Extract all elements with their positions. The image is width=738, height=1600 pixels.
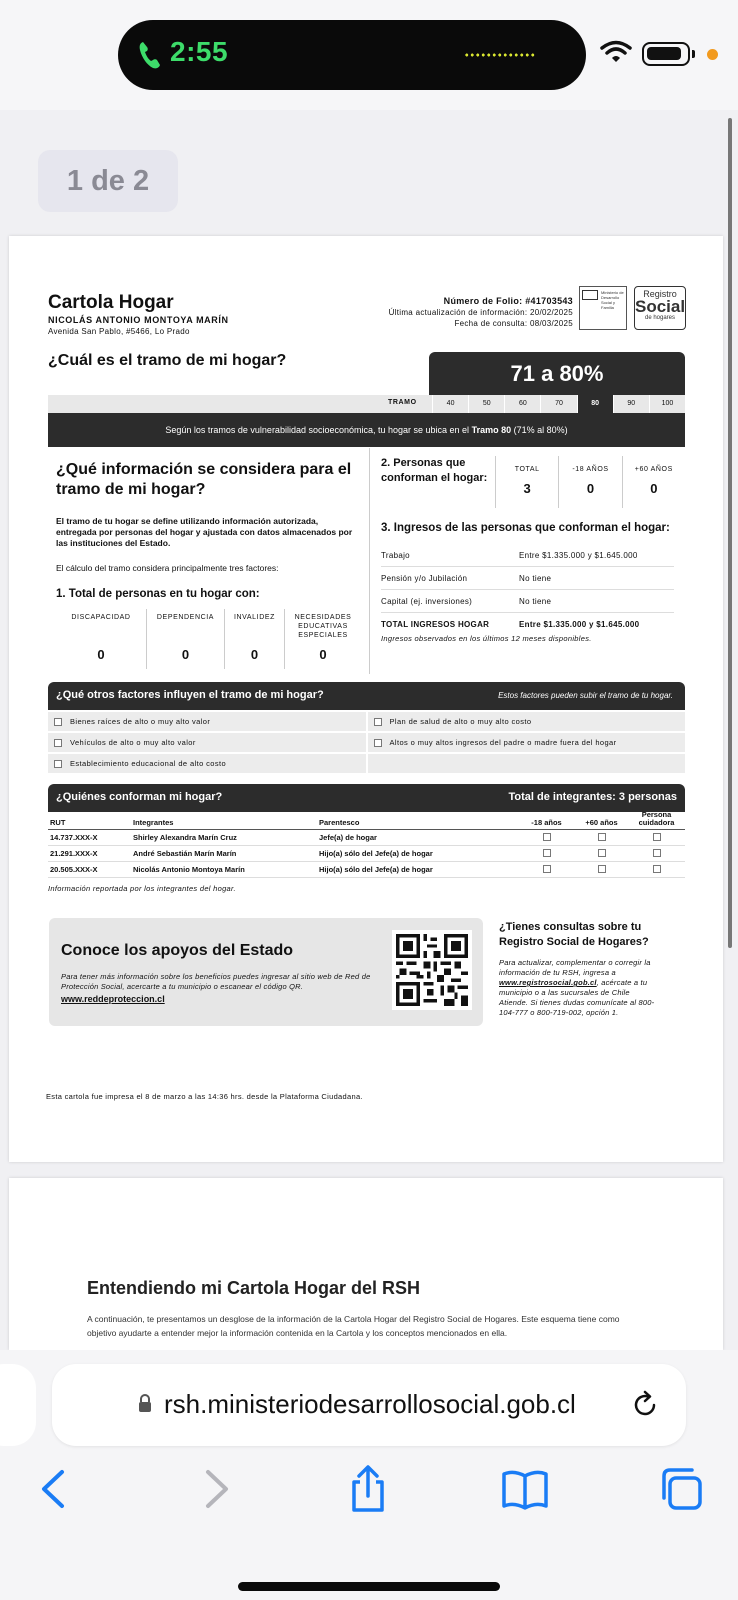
registro-link[interactable]: www.registrosocial.gob.cl [499, 978, 597, 987]
rsh-logo: Registro Social de hogares [634, 286, 686, 330]
tramo-scale-cell: 90 [613, 395, 649, 413]
ministry-logo [579, 286, 627, 330]
apoyos-card [49, 918, 483, 1026]
table-row: 20.505.XXX-X Nicolás Antonio Montoya Marín Hijo(a) sólo del Jefe(a) de hogar [48, 862, 685, 878]
qr-code-icon [392, 930, 472, 1010]
tramo-scale-cell: 80 [577, 395, 613, 413]
document-page-1 [9, 236, 723, 1162]
income-row: Pensión y/o Jubilación No tiene [381, 567, 674, 590]
checkbox-icon [598, 865, 606, 873]
members-header [48, 784, 685, 812]
checkbox-icon [543, 833, 551, 841]
table-row: 14.737.XXX-X Shirley Alexandra Marín Cruz Jefe(a) de hogar [48, 830, 685, 846]
share-icon[interactable] [343, 1464, 393, 1514]
phone-call-icon [138, 40, 162, 70]
status-time: 2:55 [170, 36, 229, 67]
url-text[interactable]: rsh.ministeriodesarrollosocial.gob.cl [164, 1389, 576, 1419]
factor-item: Plan de salud de alto o muy alto costo [368, 712, 686, 731]
ministry-logo-text: Ministerio de Desarrollo Social y Familia [601, 290, 624, 310]
apoyos-link[interactable]: www.reddeproteccion.cl [61, 994, 165, 1004]
tramo-scale-label: TRAMO [388, 399, 417, 406]
doc-address: Avenida San Pablo, #5466, Lo Prado [48, 327, 190, 336]
scrollbar[interactable] [728, 118, 732, 948]
forward-icon[interactable] [190, 1464, 240, 1514]
tramo-summary-band: Según los tramos de vulnerabilidad socioeconómica, tu hogar se ubica en el Tramo 80 (71% al 80%) [48, 413, 685, 447]
factors-heading: 1. Total de personas en tu hogar con: [56, 588, 260, 600]
printed-note: Esta cartola fue impresa el 8 de marzo a las 14:36 hrs. desde la Plataforma Ciudadana. [46, 1092, 363, 1101]
income-note: Ingresos observados en los últimos 12 meses disponibles. [381, 634, 592, 643]
factor-item: Vehículos de alto o muy alto valor [48, 733, 366, 752]
privacy-indicator-dot [707, 49, 718, 60]
other-factors-title: ¿Qué otros factores influyen el tramo de mi hogar? [56, 689, 324, 701]
activity-dots-icon [464, 52, 536, 58]
previous-tab-preview[interactable] [0, 1364, 36, 1446]
tabs-icon[interactable] [656, 1464, 706, 1514]
tramo-scale-cell: 50 [468, 395, 504, 413]
info-paragraph-1: El tramo de tu hogar se define utilizando información autorizada, entregada por personas del hogar y ajustada con datos almacenados por las instituciones del Estado. [56, 516, 353, 548]
consult-date: Fecha de consulta: 08/03/2025 [454, 319, 573, 328]
checkbox-icon [54, 760, 62, 768]
bookmarks-icon[interactable] [500, 1464, 550, 1514]
members-title: ¿Quiénes conforman mi hogar? [56, 791, 223, 803]
persons-total: TOTAL 3 [495, 456, 558, 508]
persons-under-18: -18 AÑOS 0 [558, 456, 621, 508]
back-icon[interactable] [30, 1464, 80, 1514]
persons-over-60: +60 AÑOS 0 [622, 456, 685, 508]
income-total-row: TOTAL INGRESOS HOGAR Entre $1.335.000 y $1.645.000 [381, 620, 640, 629]
info-paragraph-2: El cálculo del tramo considera principalmente tres factores: [56, 563, 279, 573]
last-update: Última actualización de información: 20/02/2025 [388, 308, 573, 317]
column-divider [369, 448, 370, 674]
page2-intro: A continuación, te presentamos un desglose de la información de la Cartola Hogar del Registro Social de Hogares. Este esquema tiene como objetivo ayudarte a entender mejor la información contenida en la Cartola y los conceptos mencionados en ella. [87, 1314, 620, 1338]
factor-discapacidad: DISCAPACIDAD 0 [71, 614, 131, 662]
chile-flag-icon [582, 290, 598, 300]
battery-icon [642, 42, 690, 66]
dynamic-island[interactable] [118, 20, 586, 90]
wifi-icon [600, 40, 632, 64]
persons-counts [495, 456, 685, 508]
table-row: 21.291.XXX-X André Sebastián Marín Marín Hijo(a) sólo del Jefe(a) de hogar [48, 846, 685, 862]
checkbox-icon [374, 718, 382, 726]
tramo-scale [48, 395, 685, 413]
consultas-text: Para actualizar, complementar o corregir la información de tu RSH, ingresa a www.registrosocial.gob.cl, acércate a tu municipio o a las sucursales de Chile Atiende. Si tienes dudas comunícate al 800-104-777 o 800-719-002, opción 1. [499, 958, 655, 1017]
tramo-scale-cell: 40 [432, 395, 468, 413]
consultas-title: ¿Tienes consultas sobre tu Registro Social de Hogares? [499, 921, 649, 948]
factor-invalidez: INVALIDEZ 0 [224, 609, 284, 669]
factor-item: Altos o muy altos ingresos del padre o madre fuera del hogar [368, 733, 686, 752]
lock-icon [138, 1394, 152, 1412]
factor-necesidades: NECESIDADES EDUCATIVAS ESPECIALES 0 [284, 609, 361, 669]
factor-item-empty [368, 754, 686, 773]
home-indicator[interactable] [238, 1582, 500, 1591]
checkbox-icon [543, 849, 551, 857]
tramo-scale-cell: 70 [540, 395, 576, 413]
checkbox-icon [54, 718, 62, 726]
page2-title: Entendiendo mi Cartola Hogar del RSH [87, 1278, 421, 1298]
factor-item: Establecimiento educacional de alto costo [48, 754, 366, 773]
other-factors-grid [48, 712, 685, 773]
members-total: Total de integrantes: 3 personas [508, 791, 677, 803]
reload-icon[interactable] [630, 1390, 660, 1420]
members-table-header: RUT Integrantes Parentesco -18 años +60 años Persona cuidadora [48, 810, 685, 830]
folio-number: Número de Folio: #41703543 [443, 296, 573, 306]
factor-dependencia: DEPENDENCIA 0 [146, 609, 224, 669]
other-factors-header [48, 682, 685, 710]
doc-person-name: NICOLÁS ANTONIO MONTOYA MARÍN [48, 315, 229, 325]
factors-row [56, 609, 361, 669]
income-row: Trabajo Entre $1.335.000 y $1.645.000 [381, 544, 674, 567]
checkbox-icon [653, 865, 661, 873]
other-factors-note: Estos factores pueden subir el tramo de tu hogar. [498, 691, 673, 700]
persons-heading: 2. Personas que conforman el hogar: [381, 457, 488, 484]
income-row: Capital (ej. inversiones) No tiene [381, 590, 674, 613]
checkbox-icon [374, 739, 382, 747]
checkbox-icon [598, 833, 606, 841]
apoyos-text: Para tener más información sobre los beneficios puedes ingresar al sitio web de Red de Protección Social, acercarte a tu municipio o escanear el código QR. [61, 972, 371, 991]
members-table [48, 810, 685, 878]
doc-title: Cartola Hogar [48, 292, 174, 313]
tramo-scale-cell: 100 [649, 395, 685, 413]
address-bar[interactable] [52, 1364, 686, 1446]
checkbox-icon [543, 865, 551, 873]
apoyos-title: Conoce los apoyos del Estado [61, 942, 294, 959]
status-bar [0, 0, 738, 110]
info-question: ¿Qué información se considera para el tramo de mi hogar? [56, 461, 352, 498]
members-note: Información reportada por los integrantes del hogar. [48, 884, 236, 893]
page-counter: 1 de 2 [38, 150, 178, 212]
tramo-range: 71 a 80% [429, 352, 685, 396]
checkbox-icon [653, 849, 661, 857]
tramo-scale-cell: 60 [504, 395, 540, 413]
checkbox-icon [598, 849, 606, 857]
document-page-2 [9, 1178, 723, 1350]
folio-block [389, 296, 573, 329]
tramo-question: ¿Cuál es el tramo de mi hogar? [48, 352, 287, 369]
factor-item: Bienes raíces de alto o muy alto valor [48, 712, 366, 731]
checkbox-icon [54, 739, 62, 747]
checkbox-icon [653, 833, 661, 841]
income-table [381, 544, 674, 636]
income-heading: 3. Ingresos de las personas que conforman el hogar: [381, 522, 670, 534]
browser-toolbar [0, 1350, 738, 1600]
